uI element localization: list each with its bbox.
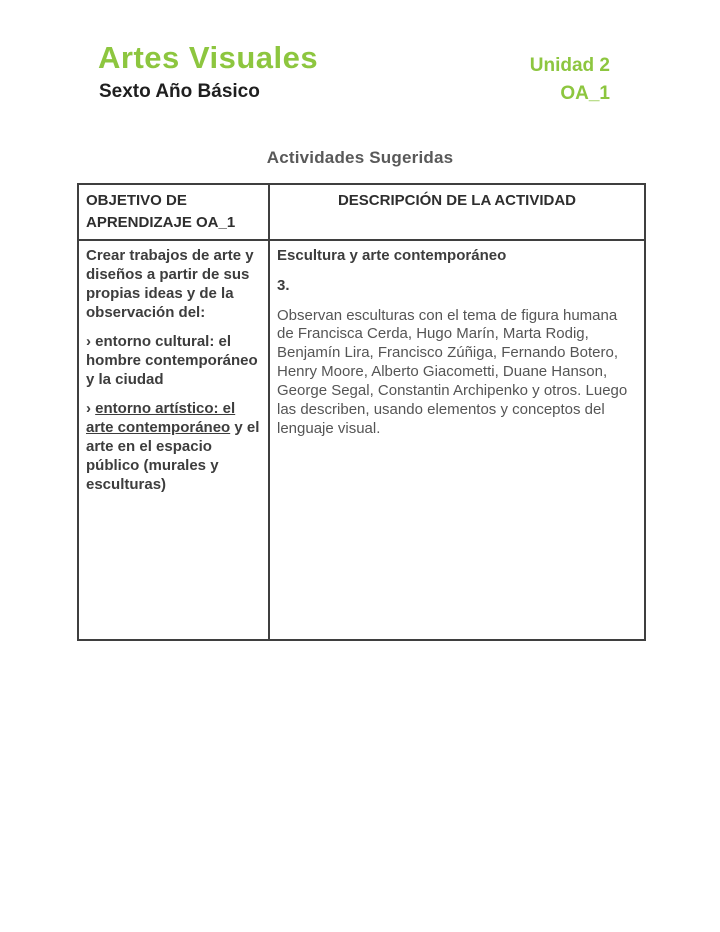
table-body-row bbox=[78, 240, 645, 640]
unit-label: Unidad 2 bbox=[529, 55, 610, 76]
column-header-objective: OBJETIVO DE APRENDIZAJE OA_1 bbox=[78, 184, 269, 240]
activity-number: 3. bbox=[277, 276, 290, 294]
objective-bullet-cultural: › entorno cultural: el hombre contemporáneo y la ciudad bbox=[86, 332, 258, 388]
oa-label: OA_1 bbox=[560, 83, 610, 104]
bullet-rest: y el arte en el espacio público (murales y esculturas) bbox=[86, 418, 260, 494]
page-title: Artes Visuales bbox=[98, 40, 319, 75]
activity-cell bbox=[269, 240, 645, 640]
activities-table bbox=[77, 183, 646, 641]
section-title: Actividades Sugeridas bbox=[266, 148, 454, 167]
column-header-description: DESCRIPCIÓN DE LA ACTIVIDAD bbox=[269, 184, 645, 240]
objective-bullet-artistic bbox=[86, 399, 261, 494]
table-header-row bbox=[78, 184, 645, 240]
objective-intro: Crear trabajos de arte y diseños a partir de sus propias ideas y de la observación del: bbox=[86, 246, 254, 321]
objective-cell bbox=[78, 240, 269, 640]
underlined-phrase: entorno artístico: el arte contemporáneo bbox=[86, 399, 236, 436]
activity-description: Observan esculturas con el tema de figura humana de Francisca Cerda, Hugo Marín, Marta Rodig, Benjamín Lira, Francisco Zúñiga, Fernando Botero, Henry Moore, Alberto Giacometti, Duane Hanson, George Segal, Constantin Archipenko y otros. Luego las describen, usando elementos y conceptos del lenguaje visual. bbox=[277, 306, 628, 437]
activity-heading: Escultura y arte contemporáneo bbox=[277, 246, 507, 264]
page-subtitle: Sexto Año Básico bbox=[99, 81, 260, 102]
bullet-prefix: › bbox=[86, 399, 96, 417]
